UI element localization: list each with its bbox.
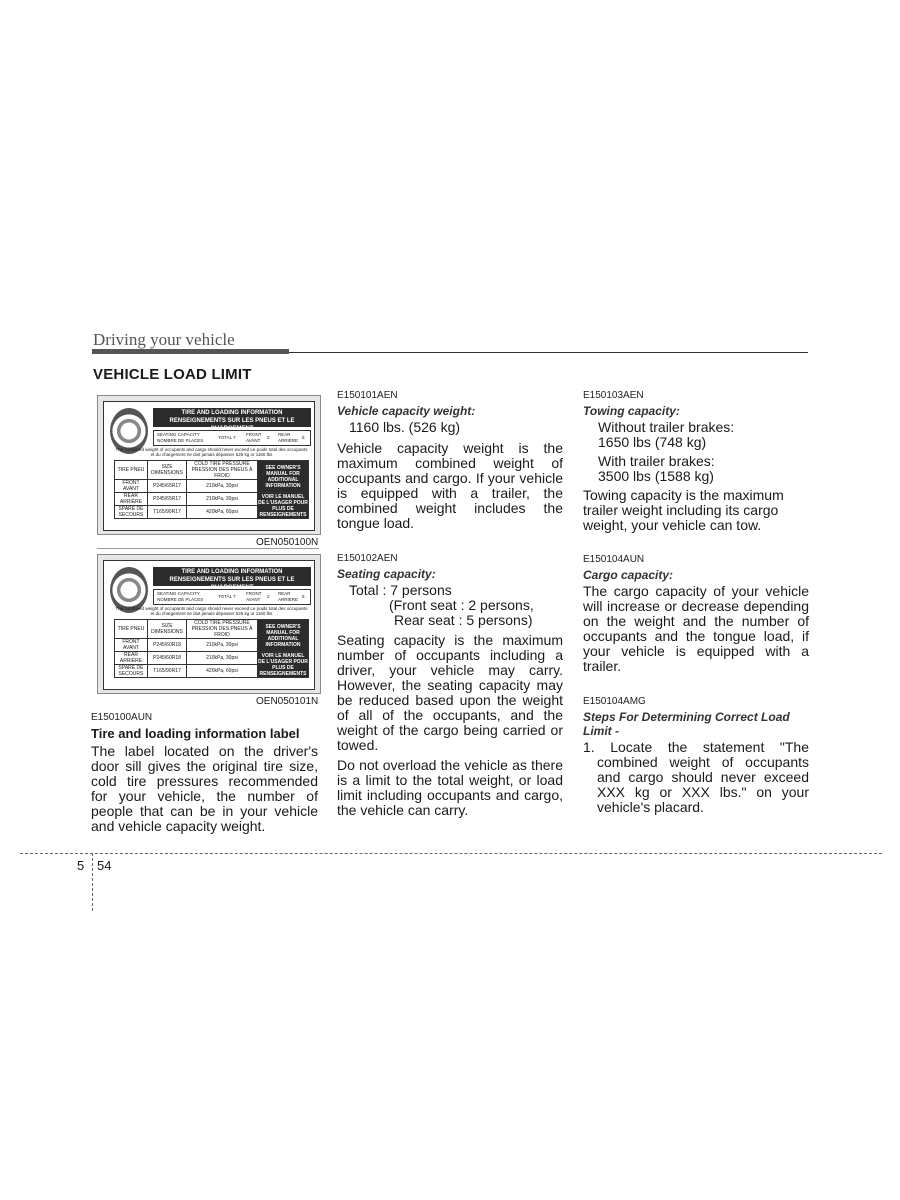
value-line: 3500 lbs (1588 kg) <box>598 468 714 484</box>
col1-section <box>91 712 318 834</box>
subheading: Cargo capacity: <box>583 568 674 582</box>
section-code: E150100AUN <box>91 712 153 723</box>
value-line: Rear seat : 5 persons) <box>394 612 533 628</box>
paragraph: The label located on the driver's door sill gives the original tire size, cold tire pressures recommended for your vehicle, the number of people that can be in your vehicle and vehicle capacity weight. <box>91 743 318 834</box>
page-number: 54 <box>97 858 112 873</box>
label-title: TIRE AND LOADING INFORMATION RENSEIGNEMENTS SUR LES PNEUS ET LE CHARGEMENT <box>153 408 311 427</box>
paragraph: The cargo capacity of your vehicle will increase or decrease depending on the weight and the number of occupants and the tongue load, if your vehicle is equipped with a trailer. <box>583 583 809 674</box>
weight-warning: The combined weight of occupants and cargo should never exceed Le poids total des occupants et du chargement ne doit jamais dépasser 526 kg or 1160 lbs <box>115 447 308 457</box>
value-line: (Front seat : 2 persons, <box>389 597 534 613</box>
image-code-1: OEN050100N <box>256 537 319 548</box>
seating-capacity-box: SEATING CAPACITY NOMBRE DE PLACES TOTAL 7 FRONT AVANT 2 REAR ARRIÈRE 5 <box>153 589 311 605</box>
paragraph: Vehicle capacity weight is the maximum combined weight of occupants and cargo. If your vehicle is equipped with a trailer, the combined weight includes the tongue load. <box>337 440 563 531</box>
value-line: Without trailer brakes: <box>598 419 735 435</box>
image-code-2: OEN050101N <box>256 696 319 707</box>
subheading: Vehicle capacity weight: <box>337 404 476 418</box>
value-line: With trailer brakes: <box>598 453 715 469</box>
subheading: Towing capacity: <box>583 404 680 418</box>
subheading: Tire and loading information label <box>91 726 300 741</box>
tire-table: TIRE PNEU SIZE DIMENSIONS COLD TIRE PRESSURE PRESSION DES PNEUS À FROID SEE OWNER'S MANUAL FOR ADDITIONAL INFORMATION FRONT AVANT P245/65R17 210kPa, 30psi REAR ARRIÈRE P245/65R17 210kPa, 30psi VOIR LE MANUEL DE L'USAGER POUR PLUS DE RENSEIGNEMENTS SPARE DE SECOURS T165/90R17 420kPa, 60psi <box>114 460 309 519</box>
value-line: Total : 7 persons <box>349 582 452 598</box>
tire-label-image-2 <box>97 554 321 694</box>
tire-table: TIRE PNEU SIZE DIMENSIONS COLD TIRE PRESSURE PRESSION DES PNEUS À FROID SEE OWNER'S MANUAL FOR ADDITIONAL INFORMATION FRONT AVANT P245/60R18 210kPa, 30psi REAR ARRIÈRE P245/60R18 210kPa, 30psi VOIR LE MANUEL DE L'USAGER POUR PLUS DE RENSEIGNEMENTS SPARE DE SECOURS T165/90R17 420kPa, 60psi <box>114 619 309 678</box>
section-title: Driving your vehicle <box>93 330 235 349</box>
section-code: E150103AEN <box>583 390 644 401</box>
paragraph: Do not overload the vehicle as there is a limit to the total weight, or load limit including occupants and cargo, the vehicle can carry. <box>337 757 563 818</box>
paragraph: Seating capacity is the maximum number of occupants including a driver, your vehicle may carry. However, the seating capacity may be reduced based upon the weight of all of the occupants, and the weight of the cargo being carried or towed. <box>337 632 563 753</box>
tire-label-image-1 <box>97 395 321 535</box>
header-rule-accent <box>92 349 289 354</box>
chapter-number: 5 <box>77 858 85 873</box>
section-code: E150104AUN <box>583 554 645 565</box>
label-title: TIRE AND LOADING INFORMATION RENSEIGNEMENTS SUR LES PNEUS ET LE CHARGEMENT <box>153 567 311 586</box>
section-code: E150104AMG <box>583 696 646 707</box>
section-code: E150102AEN <box>337 553 398 564</box>
value-line: 1650 lbs (748 kg) <box>598 434 707 450</box>
section-code: E150101AEN <box>337 390 398 401</box>
subheading: Steps For Determining Correct Load Limit - <box>583 710 790 738</box>
footer-rule <box>20 853 882 854</box>
paragraph: Towing capacity is the maximum trailer weight including its cargo weight, your vehicle can tow. <box>583 487 784 533</box>
col2-section <box>337 390 563 818</box>
list-item: 1. Locate the statement "The combined weight of occupants and cargo should never exceed XXX kg or XXX lbs." on your vehicle's placard. <box>583 739 809 815</box>
footer-divider <box>92 853 93 911</box>
subheading: Seating capacity: <box>337 567 436 581</box>
col3-section <box>583 390 809 815</box>
seating-capacity-box: SEATING CAPACITY NOMBRE DE PLACES TOTAL 7 FRONT AVANT 2 REAR ARRIÈRE 5 <box>153 430 311 446</box>
value-line: 1160 lbs. (526 kg) <box>349 419 461 435</box>
page-title: VEHICLE LOAD LIMIT <box>93 366 252 383</box>
image-divider <box>97 548 319 549</box>
weight-warning: The combined weight of occupants and cargo should never exceed Le poids total des occupants et du chargement ne doit jamais dépasser 526 kg or 1160 lbs <box>115 606 308 616</box>
